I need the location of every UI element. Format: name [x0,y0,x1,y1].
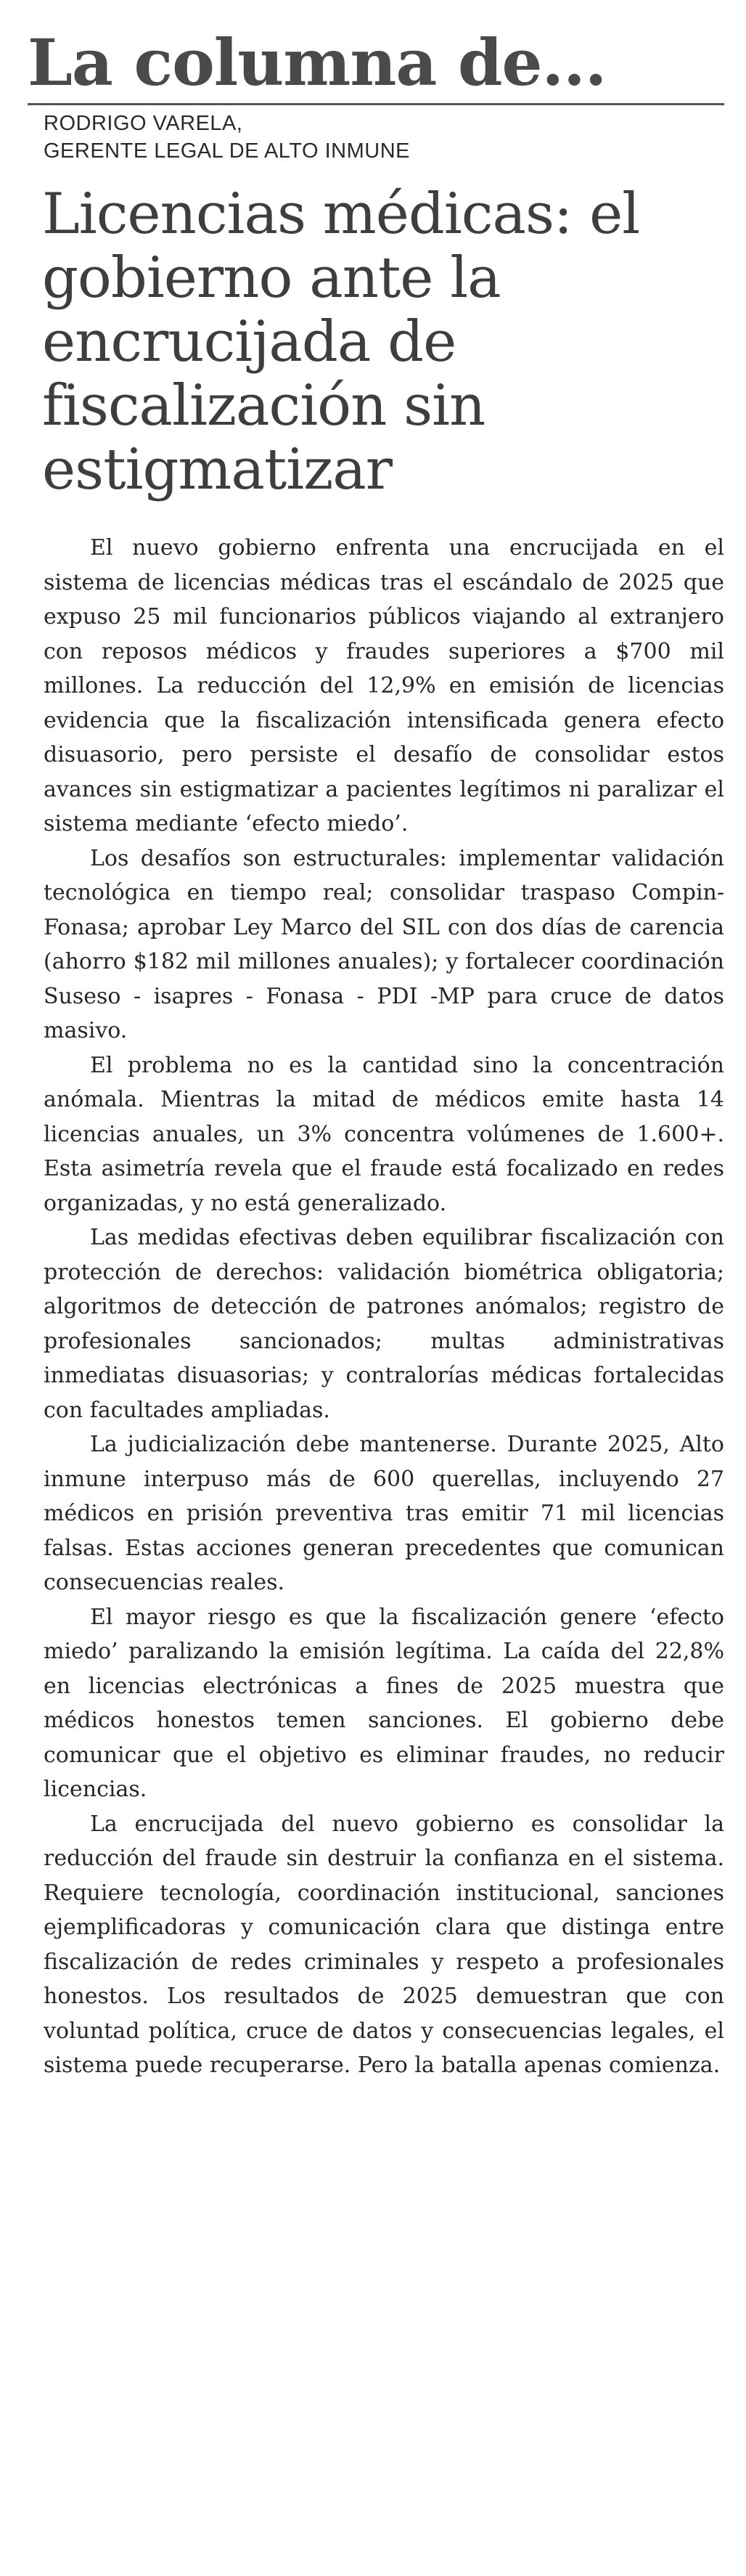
author-role: GERENTE LEGAL DE ALTO INMUNE [44,139,410,163]
byline [44,110,724,165]
article-body [44,531,724,2083]
article-paragraph: El problema no es la cantidad sino la concentración anómala. Mientras la mitad de médicos emite hasta 14 licencias anuales, un 3% concentra volúmenes de 1.600+. Esta asimetría revela que el fraude está focalizado en redes organizadas, y no está generalizado. [44,1052,724,1216]
article-paragraph: La encrucijada del nuevo gobierno es consolidar la reducción del fraude sin destruir la confianza en el sistema. Requiere tecnología, coordinación institucional, sanciones ejemplificadoras y comunicación clara que distinga entre fiscalización de redes criminales y respeto a profesionales honestos. Los resultados de 2025 demuestran que con voluntad política, cruce de datos y consecuencias legales, el sistema puede recuperarse. Pero la batalla apenas comienza. [44,1811,724,2078]
author-name: RODRIGO VARELA, [44,112,243,135]
article-paragraph: Los desafíos son estructurales: implementar validación tecnológica en tiempo real; consolidar traspaso Compin-Fonasa; aprobar Ley Marco del SIL con dos días de carencia (ahorro $182 mil millones anuales); y fortalecer coordinación Suseso - isapres - Fonasa - PDI -MP para cruce de datos masivo. [44,845,724,1043]
opinion-column [28,0,724,2083]
article-paragraph: Las medidas efectivas deben equilibrar fiscalización con protección de derechos: validación biométrica obligatoria; algoritmos de detección de patrones anómalos; registro de profesionales sancionados; multas administrativas inmediatas disuasorias; y contralorías médicas fortalecidas con facultades ampliadas. [44,1225,724,1423]
article-headline: Licencias médicas: el gobierno ante la encrucijada de fiscalización sin estigmatizar [42,182,640,502]
article-paragraph: La judicialización debe mantenerse. Durante 2025, Alto inmune interpuso más de 600 querellas, incluyendo 27 médicos en prisión preventiva tras emitir 71 mil licencias falsas. Estas acciones generan precedentes que comunican consecuencias reales. [44,1432,724,1595]
section-divider [28,103,724,105]
article-paragraph: El nuevo gobierno enfrenta una encrucijada en el sistema de licencias médicas tras el escándalo de 2025 que expuso 25 mil funcionarios públicos viajando al extranjero con reposos médicos y fraudes superiores a $700 mil millones. La reducción del 12,9% en emisión de licencias evidencia que la fiscalización intensificada genera efecto disuasorio, pero persiste el desafío de consolidar estos avances sin estigmatizar a pacientes legítimos ni paralizar el sistema mediante ‘efecto miedo’. [44,535,724,836]
article-paragraph: El mayor riesgo es que la fiscalización genere ‘efecto miedo’ paralizando la emisión legítima. La caída del 22,8% en licencias electrónicas a fines de 2025 muestra que médicos honestos temen sanciones. El gobierno debe comunicar que el objetivo es eliminar fraudes, no reducir licencias. [44,1604,724,1802]
section-title: La columna de... [28,25,607,100]
